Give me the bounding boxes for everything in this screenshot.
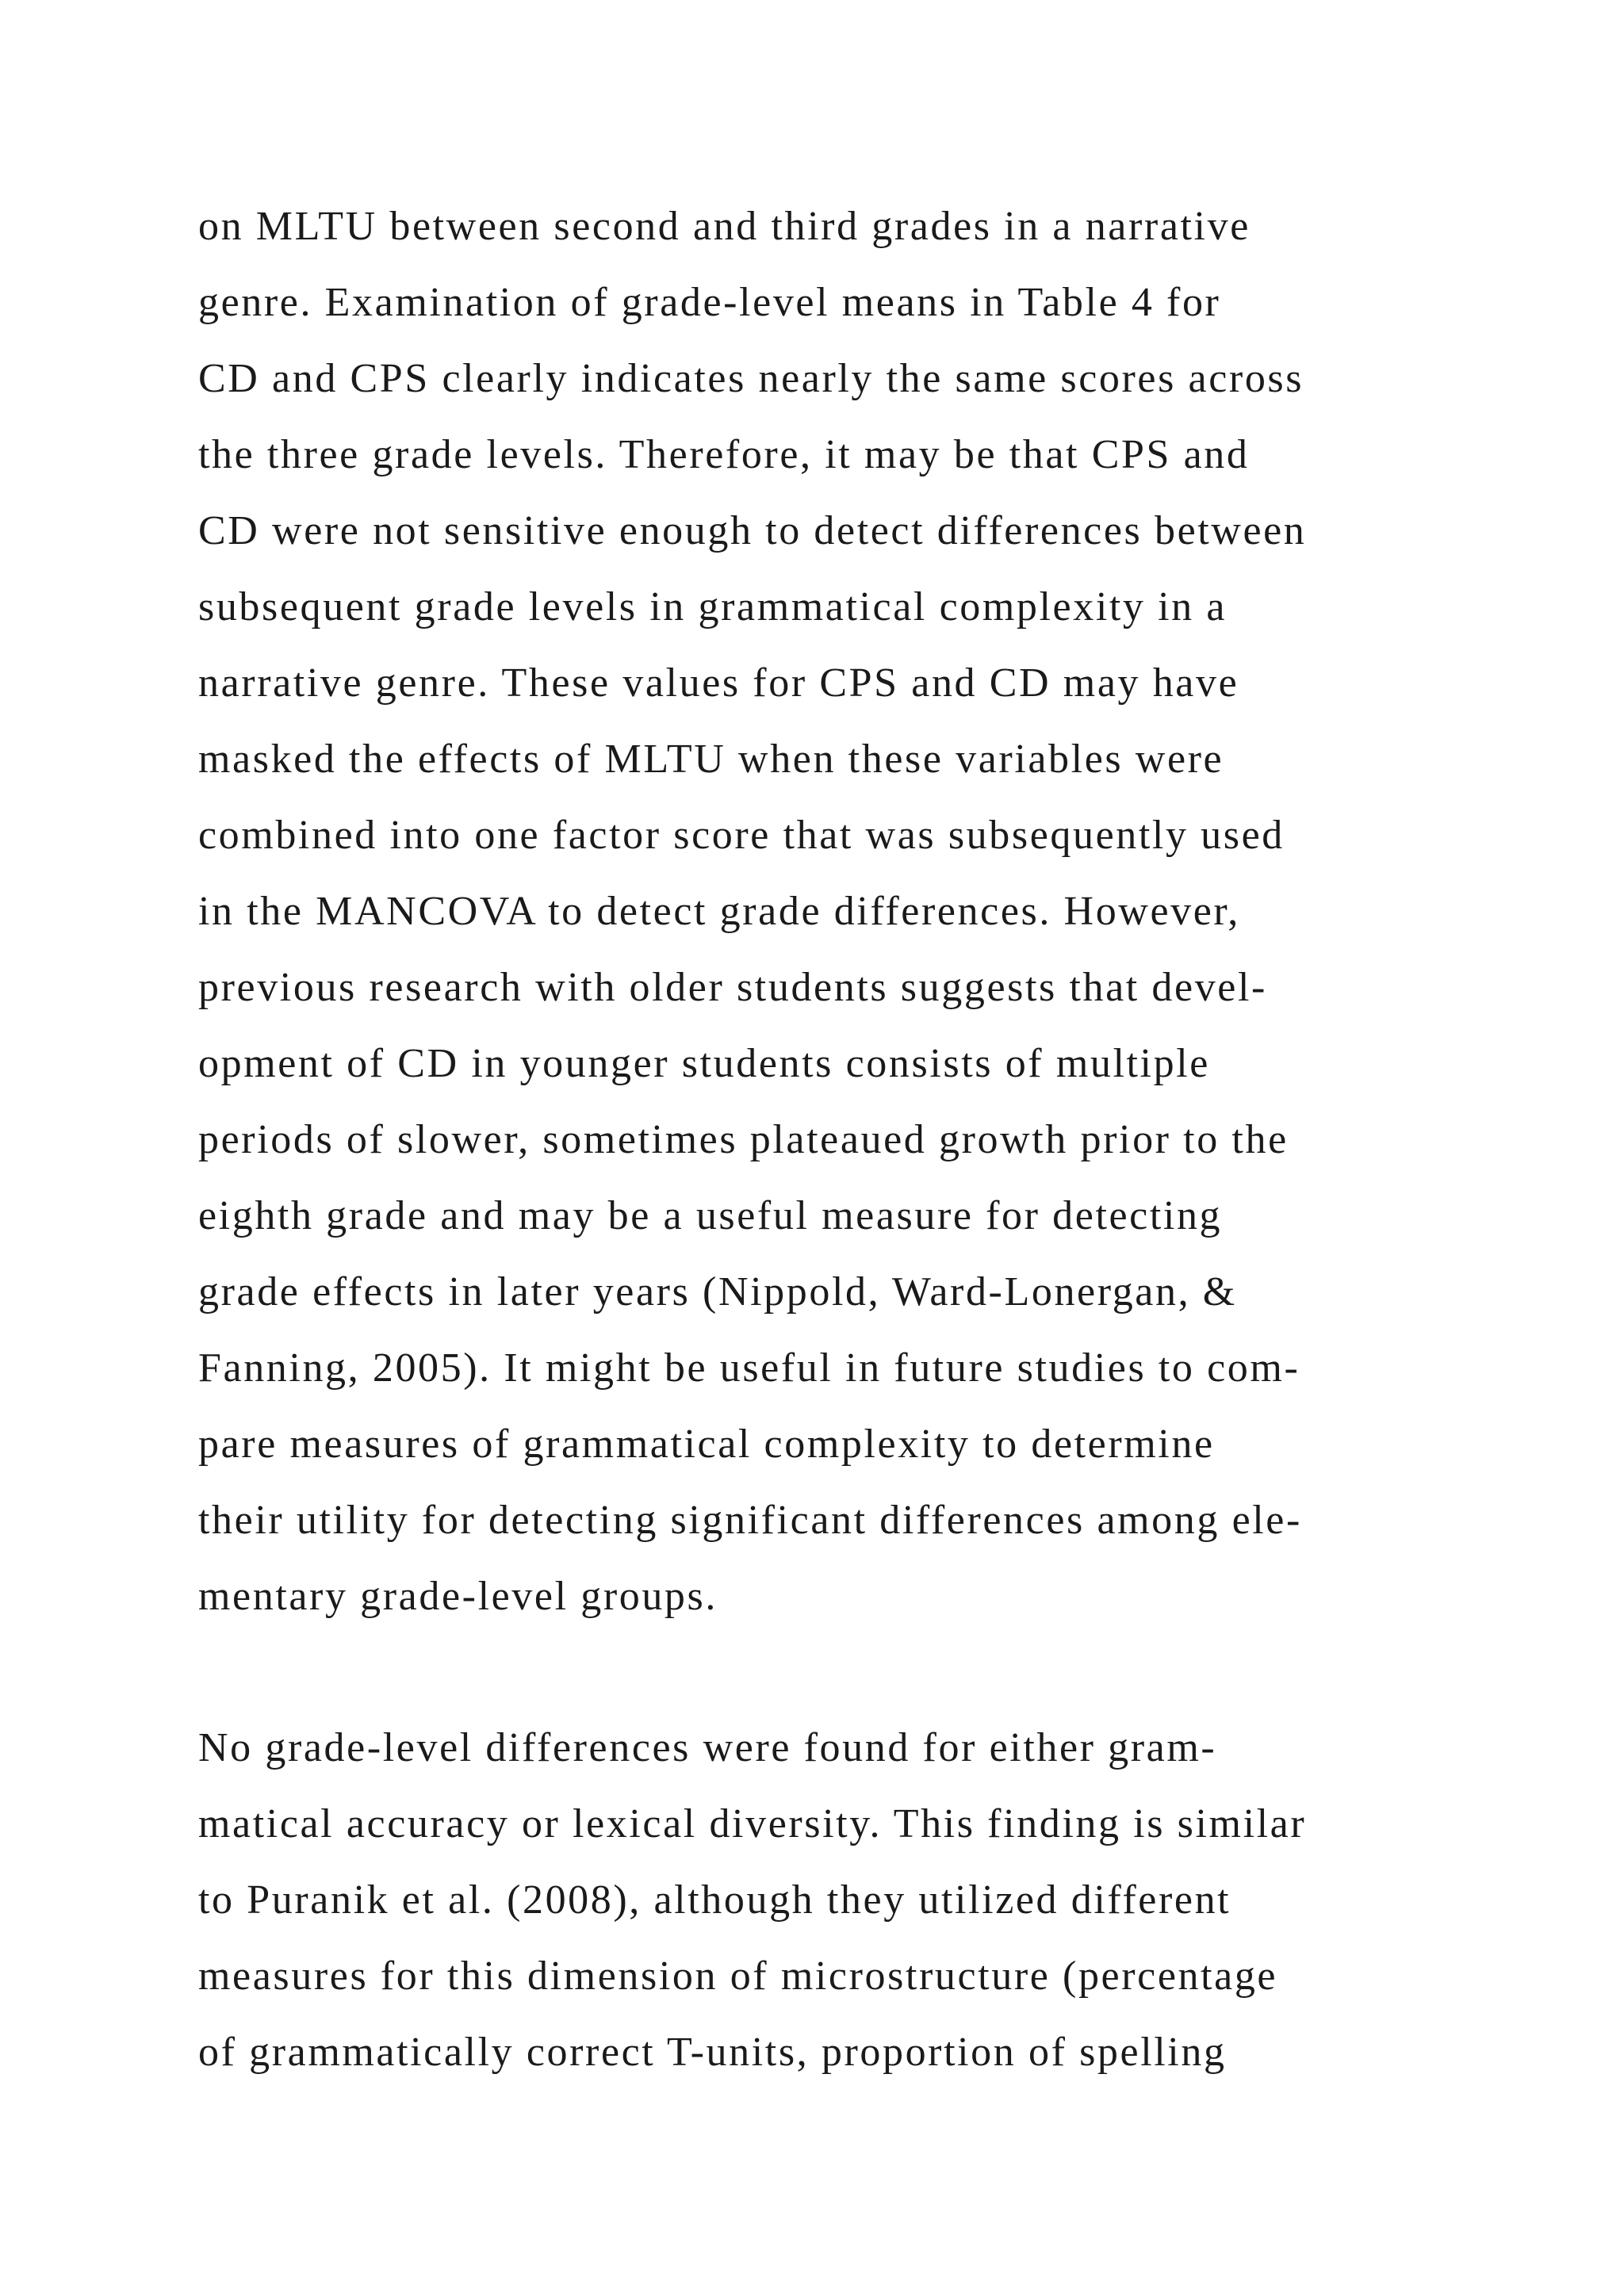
paragraph-line: their utility for detecting significant differences among ele-: [198, 1498, 1302, 1543]
paragraph-line: eighth grade and may be a useful measure for detecting: [198, 1193, 1223, 1238]
paragraph-line: opment of CD in younger students consists of multiple: [198, 1041, 1210, 1086]
paragraph-line: Fanning, 2005). It might be useful in future studies to com-: [198, 1345, 1300, 1391]
paragraph-line: pare measures of grammatical complexity to determine: [198, 1422, 1215, 1467]
paragraph-line: periods of slower, sometimes plateaued growth prior to the: [198, 1117, 1289, 1162]
paragraph-line: narrative genre. These values for CPS and CD may have: [198, 660, 1239, 706]
paragraph-line: masked the effects of MLTU when these variables were: [198, 737, 1224, 782]
paragraph-line: of grammatically correct T-units, proportion of spelling: [198, 2030, 1227, 2075]
paragraph-line: the three grade levels. Therefore, it may be that CPS and: [198, 432, 1250, 477]
paragraph-line: mentary grade-level groups.: [198, 1574, 718, 1619]
paragraph-line: previous research with older students suggests that devel-: [198, 965, 1267, 1010]
paragraph-line: subsequent grade levels in grammatical complexity in a: [198, 584, 1228, 629]
paragraph-line: genre. Examination of grade-level means in Table 4 for: [198, 280, 1221, 325]
paragraph-line: CD were not sensitive enough to detect differences between: [198, 508, 1307, 553]
paragraph-line: CD and CPS clearly indicates nearly the same scores across: [198, 356, 1304, 401]
paragraph-line: grade effects in later years (Nippold, Ward-Lonergan, &: [198, 1269, 1237, 1314]
paragraph-line: matical accuracy or lexical diversity. This finding is similar: [198, 1801, 1307, 1846]
paragraph-line: measures for this dimension of microstructure (percentage: [198, 1954, 1278, 1999]
paragraph-1: [198, 189, 1435, 1635]
paragraph-line: to Puranik et al. (2008), although they utilized different: [198, 1877, 1231, 1923]
paragraph-line: No grade-level differences were found for either gram-: [198, 1725, 1217, 1770]
paragraph-2: [198, 1710, 1435, 2091]
paragraph-line: in the MANCOVA to detect grade differences. However,: [198, 889, 1240, 934]
paragraph-line: combined into one factor score that was subsequently used: [198, 813, 1285, 858]
paragraph-line: on MLTU between second and third grades in a narrative: [198, 204, 1251, 249]
